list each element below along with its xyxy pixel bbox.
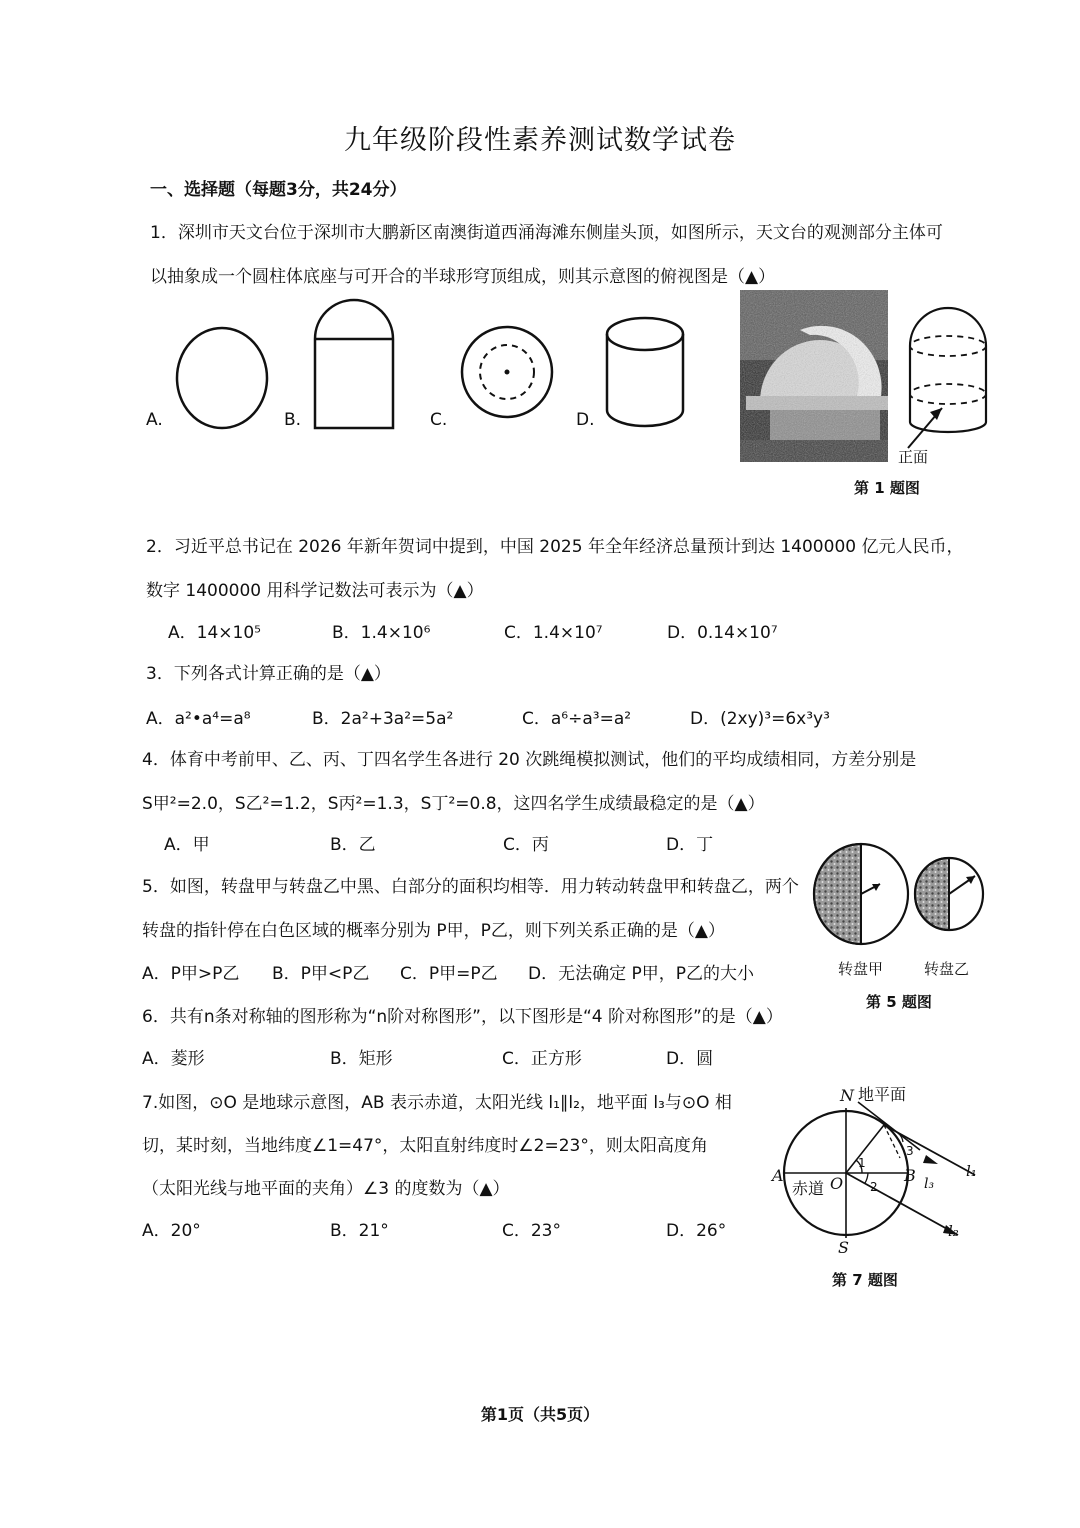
q7-text-line2: 切，某时刻，当地纬度∠1=47°，太阳直射纬度时∠2=23°，则太阳高度角 — [142, 1136, 708, 1156]
label-n: N — [840, 1086, 854, 1105]
q1-option-d-label: D. — [576, 410, 595, 430]
q1-text-line2: 以抽象成一个圆柱体底座与可开合的半球形穹顶组成，则其示意图的俯视图是（▲） — [150, 267, 776, 287]
q7-figure-caption: 第 7 题图 — [832, 1271, 898, 1289]
q1-option-c-label: C. — [430, 410, 448, 430]
label-l3: l₃ — [924, 1176, 935, 1192]
q3-option-a: A．a²•a⁴=a⁸ — [146, 709, 251, 729]
label-l2: l₂ — [948, 1222, 959, 1240]
q1-option-b-figure — [312, 294, 397, 434]
q5-text-line2: 转盘的指针停在白色区域的概率分别为 P甲，P乙，则下列关系正确的是（▲） — [142, 921, 725, 941]
q2-option-b: B．1.4×10⁶ — [332, 623, 431, 643]
q4-text-line1: 4．体育中考前甲、乙、丙、丁四名学生各进行 20 次跳绳模拟测试，他们的平均成绩相同，方差分别是 — [142, 750, 917, 770]
q4-text-line2: S甲²=2.0，S乙²=1.2，S丙²=1.3，S丁²=0.8，这四名学生成绩最稳定的是（▲） — [142, 794, 765, 814]
q4-option-c: C．丙 — [503, 835, 549, 855]
label-angle2: 2 — [870, 1180, 878, 1194]
spinner-jia-label: 转盘甲 — [838, 960, 884, 978]
label-angle1: 1 — [858, 1156, 866, 1170]
q7-option-a: A．20° — [142, 1221, 201, 1241]
label-horizon: 地平面 — [858, 1085, 907, 1104]
q1-option-a-figure — [175, 325, 275, 435]
q2-option-c: C．1.4×10⁷ — [504, 623, 603, 643]
q5-option-a: A．P甲>P乙 — [142, 964, 240, 984]
q2-option-d: D．0.14×10⁷ — [667, 623, 778, 643]
q7-text-line3: （太阳光线与地平面的夹角）∠3 的度数为（▲） — [142, 1179, 510, 1199]
page-footer: 第1页（共5页） — [480, 1405, 600, 1424]
q3-text: 3．下列各式计算正确的是（▲） — [146, 664, 391, 684]
front-view-label: 正面 — [898, 448, 929, 466]
q1-text-line1: 1．深圳市天文台位于深圳市大鹏新区南澳街道西涌海滩东侧崖头顶，如图所示，天文台的观测部分主体可 — [150, 223, 943, 243]
q5-option-c: C．P甲=P乙 — [400, 964, 498, 984]
q5-figure-caption: 第 5 题图 — [866, 993, 932, 1011]
q5-option-b: B．P甲<P乙 — [272, 964, 370, 984]
q4-option-a: A．甲 — [164, 835, 210, 855]
observatory-photo — [740, 290, 888, 462]
q4-option-d: D．丁 — [666, 835, 714, 855]
q1-option-c-figure — [460, 325, 555, 425]
label-angle3: 3 — [906, 1144, 914, 1158]
q7-text-line1: 7.如图，⊙O 是地球示意图，AB 表示赤道，太阳光线 l₁∥l₂，地平面 l₃与⊙O 相 — [142, 1093, 732, 1113]
label-equator: 赤道 — [792, 1179, 825, 1198]
q3-option-d: D．(2xy)³=6x³y³ — [690, 709, 830, 729]
q1-option-a-label: A. — [146, 410, 163, 430]
label-s: S — [838, 1238, 849, 1257]
q6-option-d: D．圆 — [666, 1049, 714, 1069]
spinner-jia-figure — [812, 842, 912, 946]
q5-option-d: D．无法确定 P甲，P乙的大小 — [528, 964, 754, 984]
page-title: 九年级阶段性素养测试数学试卷 — [344, 125, 736, 156]
q6-text: 6．共有n条对称轴的图形称为“n阶对称图形”，以下图形是“4 阶对称图形”的是（▲） — [142, 1007, 783, 1027]
label-a: A — [772, 1166, 784, 1185]
q1-option-d-figure — [605, 314, 687, 434]
section-heading: 一、选择题（每题3分，共24分） — [150, 180, 407, 200]
q7-option-c: C．23° — [502, 1221, 562, 1241]
q3-option-b: B．2a²+3a²=5a² — [312, 709, 454, 729]
q7-option-d: D．26° — [666, 1221, 727, 1241]
spinner-yi-figure — [913, 856, 987, 934]
observatory-schematic — [906, 300, 991, 470]
q5-text-line1: 5．如图，转盘甲与转盘乙中黑、白部分的面积均相等．用力转动转盘甲和转盘乙，两个 — [142, 877, 799, 897]
q2-text-line2: 数字 1400000 用科学记数法可表示为（▲） — [146, 581, 484, 601]
label-l1: l₁ — [966, 1162, 977, 1180]
q2-option-a: A．14×10⁵ — [168, 623, 261, 643]
label-b: B — [904, 1166, 916, 1185]
label-o: O — [830, 1174, 844, 1193]
q1-figure-caption: 第 1 题图 — [854, 479, 920, 497]
q2-text-line1: 2．习近平总书记在 2026 年新年贺词中提到，中国 2025 年全年经济总量预计到达 1400000 亿元人民币， — [146, 537, 964, 557]
spinner-yi-label: 转盘乙 — [924, 960, 970, 978]
q6-option-c: C．正方形 — [502, 1049, 582, 1069]
q7-option-b: B．21° — [330, 1221, 389, 1241]
q3-option-c: C．a⁶÷a³=a² — [522, 709, 632, 729]
q6-option-a: A．菱形 — [142, 1049, 205, 1069]
q4-option-b: B．乙 — [330, 835, 376, 855]
q6-option-b: B．矩形 — [330, 1049, 393, 1069]
q1-option-b-label: B. — [284, 410, 302, 430]
